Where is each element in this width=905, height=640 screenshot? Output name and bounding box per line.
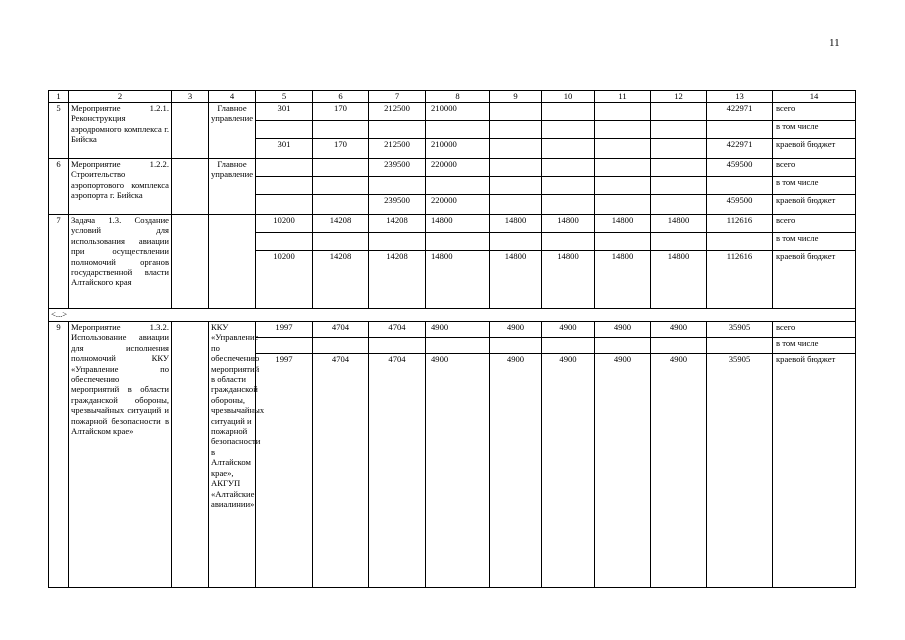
value-cell <box>313 121 369 139</box>
header-cell: 14 <box>773 91 856 103</box>
value-cell: 210000 <box>426 139 490 159</box>
header-cell: 11 <box>595 91 651 103</box>
value-cell <box>542 338 595 354</box>
row-number: 7 <box>49 215 69 309</box>
value-cell <box>542 139 595 159</box>
value-cell <box>651 195 707 215</box>
value-cell <box>256 233 313 251</box>
value-cell <box>313 195 369 215</box>
value-cell <box>651 159 707 177</box>
executor <box>209 215 256 309</box>
value-cell: 4900 <box>595 354 651 588</box>
value-cell <box>542 177 595 195</box>
funding-source-label: краевой бюджет <box>773 354 856 588</box>
value-cell: 4900 <box>426 354 490 588</box>
value-cell: 14208 <box>369 215 426 233</box>
value-cell: 212500 <box>369 103 426 121</box>
value-cell <box>490 139 542 159</box>
value-cell <box>542 121 595 139</box>
value-cell: 35905 <box>707 322 773 338</box>
value-cell <box>313 233 369 251</box>
executor: ККУ «Управление по обеспечению мероприятий в области гражданской обороны, чрезвычайных ситуаций и пожарной безопасности в Алтайском крае», АКГУП «Алтайские авиалинии» <box>209 322 256 588</box>
value-cell <box>256 177 313 195</box>
value-cell <box>369 233 426 251</box>
value-cell: 422971 <box>707 139 773 159</box>
value-cell <box>490 103 542 121</box>
value-cell: 14208 <box>369 251 426 309</box>
header-cell: 7 <box>369 91 426 103</box>
value-cell: 14800 <box>542 215 595 233</box>
value-cell <box>490 195 542 215</box>
value-cell <box>542 159 595 177</box>
value-cell: 4900 <box>542 354 595 588</box>
row-number: 5 <box>49 103 69 159</box>
value-cell: 1997 <box>256 322 313 338</box>
value-cell: 239500 <box>369 195 426 215</box>
table-row <box>49 322 856 338</box>
value-cell <box>595 195 651 215</box>
value-cell <box>651 338 707 354</box>
page-number: 11 <box>829 37 840 49</box>
value-cell: 4704 <box>313 354 369 588</box>
value-cell <box>595 103 651 121</box>
funding-source-label: всего <box>773 215 856 233</box>
row-number: 9 <box>49 322 69 588</box>
header-cell: 5 <box>256 91 313 103</box>
value-cell <box>490 177 542 195</box>
header-cell: 10 <box>542 91 595 103</box>
row-number: 6 <box>49 159 69 215</box>
value-cell <box>369 121 426 139</box>
value-cell <box>595 338 651 354</box>
value-cell: 239500 <box>369 159 426 177</box>
value-cell <box>595 139 651 159</box>
activity-name: Мероприятие 1.2.2. Строительство аэропортового комплекса аэропорта г. Бийска <box>69 159 172 215</box>
value-cell <box>256 159 313 177</box>
ellipsis-row <box>49 309 856 322</box>
value-cell <box>256 195 313 215</box>
value-cell: 14208 <box>313 215 369 233</box>
funding-source-label: всего <box>773 159 856 177</box>
value-cell: 14800 <box>651 251 707 309</box>
header-cell: 13 <box>707 91 773 103</box>
funding-source-label: в том числе <box>773 338 856 354</box>
value-cell <box>490 121 542 139</box>
value-cell: 301 <box>256 103 313 121</box>
header-cell: 8 <box>426 91 490 103</box>
value-cell: 212500 <box>369 139 426 159</box>
funding-source-label: краевой бюджет <box>773 139 856 159</box>
value-cell: 14800 <box>490 251 542 309</box>
value-cell <box>426 177 490 195</box>
value-cell: 220000 <box>426 195 490 215</box>
header-row <box>49 91 856 103</box>
value-cell: 4704 <box>369 322 426 338</box>
value-cell: 210000 <box>426 103 490 121</box>
activity-name: Мероприятие 1.2.1. Реконструкция аэродромного комплекса г. Бийска <box>69 103 172 159</box>
value-cell <box>313 159 369 177</box>
table-row <box>49 159 856 177</box>
activity-name: Задача 1.3. Создание условий для использования авиации при осуществлении полномочий органов государственной власти Алтайского края <box>69 215 172 309</box>
value-cell: 220000 <box>426 159 490 177</box>
value-cell: 1997 <box>256 354 313 588</box>
value-cell <box>426 338 490 354</box>
value-cell: 170 <box>313 139 369 159</box>
header-cell: 9 <box>490 91 542 103</box>
value-cell <box>651 121 707 139</box>
budget-table <box>48 90 856 588</box>
value-cell <box>490 338 542 354</box>
value-cell <box>313 177 369 195</box>
value-cell <box>542 103 595 121</box>
value-cell <box>651 233 707 251</box>
funding-source-label: всего <box>773 322 856 338</box>
funding-source-label: в том числе <box>773 177 856 195</box>
value-cell <box>595 233 651 251</box>
value-cell: 4900 <box>542 322 595 338</box>
funding-source-label: всего <box>773 103 856 121</box>
ellipsis: <...> <box>49 309 856 322</box>
executor: Главное управление <box>209 159 256 215</box>
value-cell <box>490 159 542 177</box>
value-cell: 170 <box>313 103 369 121</box>
value-cell <box>595 121 651 139</box>
header-cell: 6 <box>313 91 369 103</box>
value-cell <box>369 177 426 195</box>
column-3-cell <box>172 159 209 215</box>
value-cell <box>707 338 773 354</box>
value-cell: 112616 <box>707 251 773 309</box>
value-cell <box>256 121 313 139</box>
value-cell: 14800 <box>595 251 651 309</box>
value-cell: 112616 <box>707 215 773 233</box>
activity-name: Мероприятие 1.3.2. Использование авиации для исполнения полномочий ККУ «Управление по обеспечению мероприятий в области гражданской обороны, чрезвычайных ситуаций и пожарной безопасности в Алтайском крае» <box>69 322 172 588</box>
header-cell: 12 <box>651 91 707 103</box>
value-cell: 14800 <box>651 215 707 233</box>
column-3-cell <box>172 322 209 588</box>
value-cell <box>651 139 707 159</box>
value-cell <box>542 195 595 215</box>
value-cell: 4704 <box>313 322 369 338</box>
value-cell: 4900 <box>490 354 542 588</box>
value-cell <box>651 103 707 121</box>
header-cell: 1 <box>49 91 69 103</box>
funding-source-label: краевой бюджет <box>773 251 856 309</box>
header-cell: 4 <box>209 91 256 103</box>
value-cell: 4704 <box>369 354 426 588</box>
value-cell <box>542 233 595 251</box>
value-cell: 301 <box>256 139 313 159</box>
value-cell <box>707 177 773 195</box>
value-cell: 459500 <box>707 195 773 215</box>
value-cell: 10200 <box>256 251 313 309</box>
value-cell: 35905 <box>707 354 773 588</box>
value-cell <box>490 233 542 251</box>
column-3-cell <box>172 103 209 159</box>
value-cell: 14800 <box>426 215 490 233</box>
value-cell: 10200 <box>256 215 313 233</box>
header-cell: 2 <box>69 91 172 103</box>
executor: Главное управление <box>209 103 256 159</box>
value-cell <box>707 233 773 251</box>
table-row <box>49 103 856 121</box>
column-3-cell <box>172 215 209 309</box>
table-row <box>49 215 856 233</box>
funding-source-label: в том числе <box>773 233 856 251</box>
value-cell <box>426 233 490 251</box>
value-cell: 422971 <box>707 103 773 121</box>
value-cell: 14800 <box>426 251 490 309</box>
funding-source-label: краевой бюджет <box>773 195 856 215</box>
value-cell: 4900 <box>651 322 707 338</box>
value-cell: 4900 <box>595 322 651 338</box>
value-cell <box>707 121 773 139</box>
funding-source-label: в том числе <box>773 121 856 139</box>
value-cell <box>595 177 651 195</box>
value-cell: 14800 <box>490 215 542 233</box>
value-cell: 14800 <box>595 215 651 233</box>
value-cell <box>369 338 426 354</box>
value-cell <box>595 159 651 177</box>
header-cell: 3 <box>172 91 209 103</box>
value-cell: 14800 <box>542 251 595 309</box>
value-cell: 459500 <box>707 159 773 177</box>
value-cell <box>426 121 490 139</box>
value-cell <box>256 338 313 354</box>
value-cell <box>651 177 707 195</box>
value-cell: 4900 <box>651 354 707 588</box>
value-cell <box>313 338 369 354</box>
value-cell: 4900 <box>490 322 542 338</box>
value-cell: 4900 <box>426 322 490 338</box>
value-cell: 14208 <box>313 251 369 309</box>
